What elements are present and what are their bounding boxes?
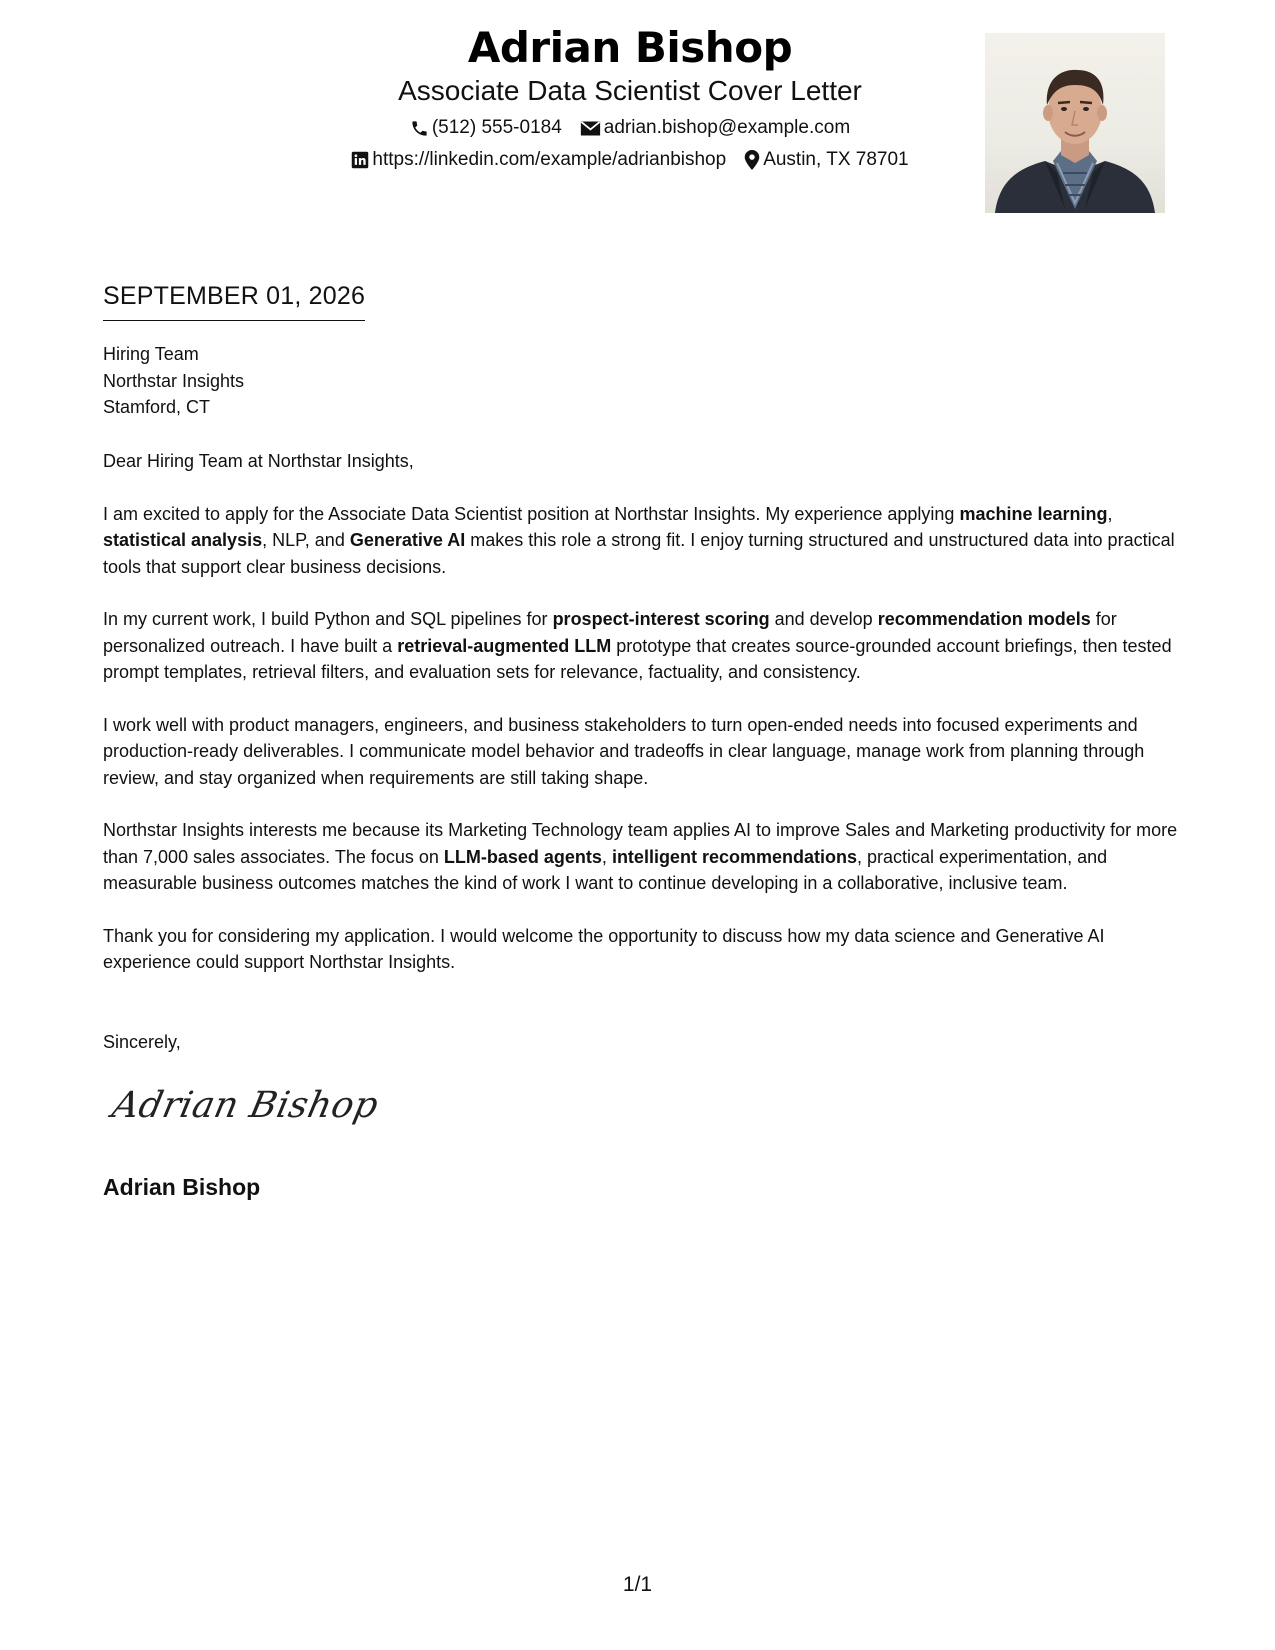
salutation: Dear Hiring Team at Northstar Insights, [103,451,414,471]
linkedin-url[interactable]: https://linkedin.com/example/adrianbishop [372,149,727,170]
header-info [290,22,970,172]
map-pin-icon [744,150,760,170]
text-run: In my current work, I build Python and SQL pipelines for [103,609,553,629]
text-run: makes this role a strong fit. I enjoy turning structured and unstructured data into practical tools that support clear business decisions. [103,530,1175,577]
document-subtitle: Associate Data Scientist Cover Letter [398,75,862,106]
bold-run: machine learning [959,503,1108,524]
contact-row-secondary [290,148,970,172]
email-address[interactable]: adrian.bishop@example.com [603,117,851,138]
paragraph-motivation [103,817,1178,897]
handwritten-signature [108,1085,383,1145]
letter-body [103,448,1178,1002]
recipient-city: Stamford, CT [103,397,211,417]
bold-run: Generative AI [349,530,466,550]
recipient-line: Hiring Team [103,344,199,364]
phone-icon [410,119,429,138]
applicant-name: Adrian Bishop [467,23,793,72]
envelope-icon [580,120,601,137]
text-run: and develop [769,609,878,629]
paragraph-closing [103,923,1178,976]
contact-location [744,148,908,172]
text-run: Thank you for considering my application. I would welcome the opportunity to discuss how my data science and Generative AI experience could support Northstar Insights. [103,925,1105,972]
contact-linkedin [351,148,726,172]
bold-run: statistical analysis [103,530,263,550]
bold-run: LLM-based agents [443,846,602,867]
text-run: , [601,846,612,867]
linkedin-icon [351,151,369,169]
letter-date-block [103,280,365,321]
bold-run: recommendation models [877,609,1091,629]
contact-row-primary [290,116,970,140]
signature-text: Adrian Bishop [108,1085,383,1126]
letter-header [0,0,1275,220]
paragraph-experience [103,606,1178,686]
text-run: , NLP, and [262,530,350,550]
closing-phrase: Sincerely, [103,1032,181,1052]
recipient-company: Northstar Insights [103,370,245,391]
contact-email [580,116,850,140]
page-number: 1/1 [622,1573,653,1596]
paragraph-intro [103,501,1178,581]
text-run: I work well with product managers, engineers, and business stakeholders to turn open-ended needs into focused experiments and production-ready deliverables. I communicate model behavior and tradeoffs in clear language, manage work from planning through review, and stay organized when requirements are still taking shape. [103,714,1145,788]
recipient-address [103,341,244,421]
text-run: for personalized outreach. I have built a [103,609,1117,656]
contact-phone [410,116,562,140]
profile-photo [985,33,1165,213]
signed-name: Adrian Bishop [103,1174,261,1200]
text-run: I am excited to apply for the Associate Data Scientist position at Northstar Insights. My experience applying [103,503,960,524]
letter-date: SEPTEMBER 01, 2026 [103,280,365,321]
phone-number: (512) 555-0184 [431,117,562,138]
text-run: , practical experimentation, and measurable business outcomes matches the kind of work I want to continue developing in a collaborative, inclusive team. [103,846,1108,893]
bold-run: prospect-interest scoring [552,609,770,629]
bold-run: intelligent recommendations [611,846,857,867]
location-text: Austin, TX 78701 [763,149,909,170]
paragraph-collaboration [103,712,1178,792]
text-run: , [1107,503,1113,524]
bold-run: retrieval-augmented LLM [397,635,612,656]
text-run: prototype that creates source-grounded account briefings, then tested prompt templates, retrieval filters, and evaluation sets for relevance, factuality, and consistency. [103,635,1172,682]
text-run: Northstar Insights interests me because its Marketing Technology team applies AI to improve Sales and Marketing productivity for more than 7,000 sales associates. The focus on [103,820,1178,867]
